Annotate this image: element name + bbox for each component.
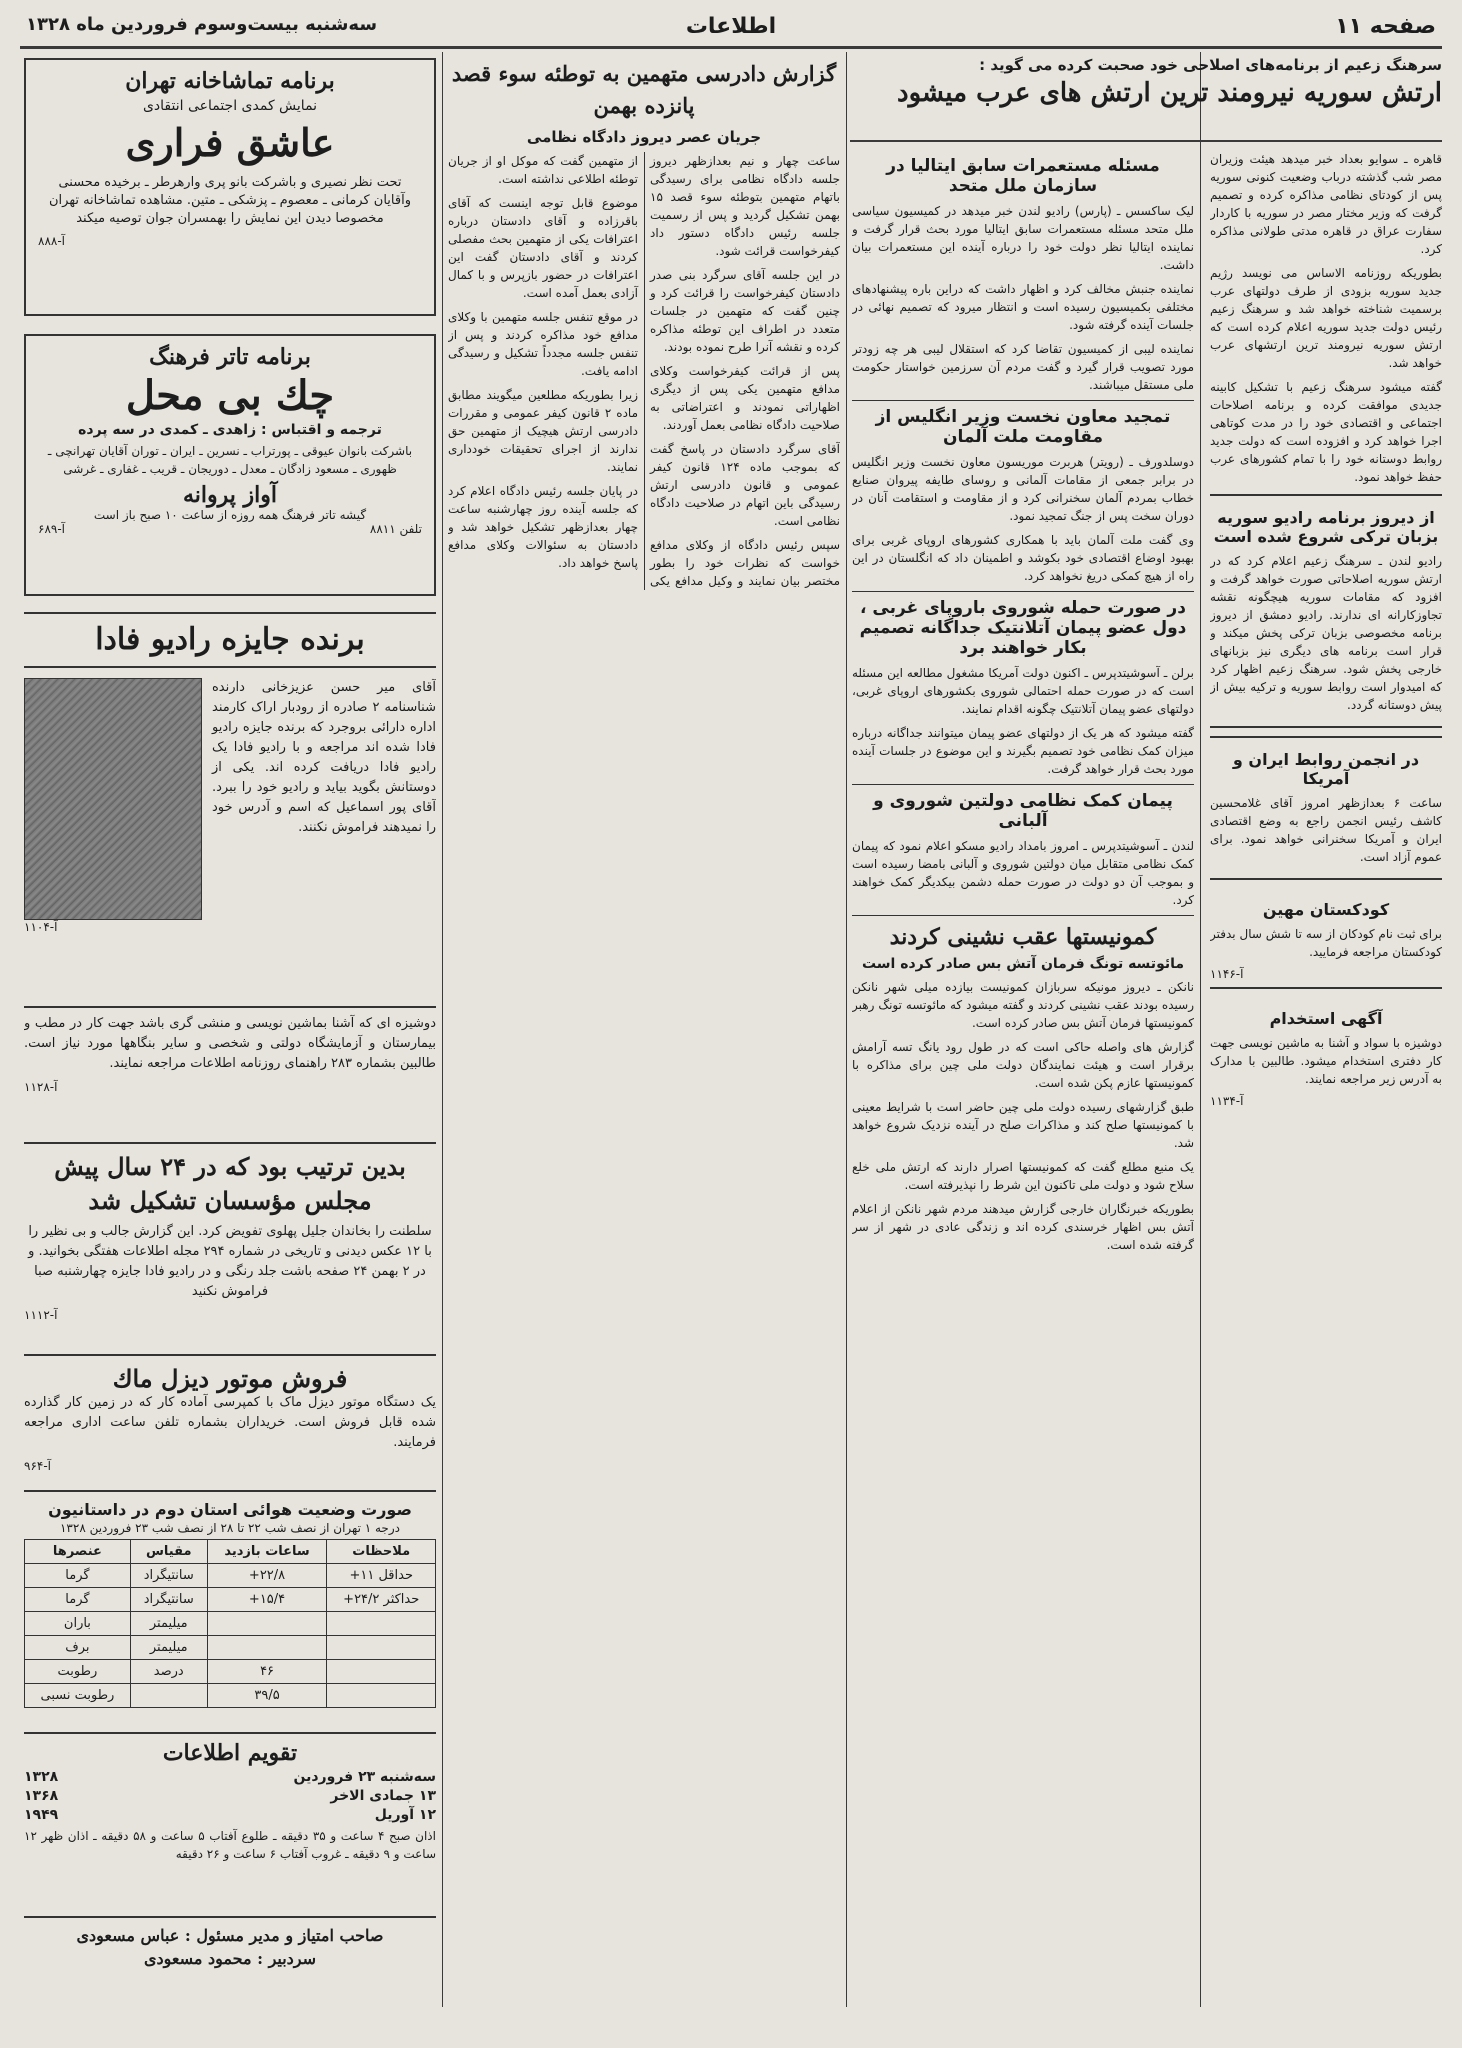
ad-code: آ-۹۶۴: [24, 1459, 52, 1473]
theater-footer: [38, 522, 422, 536]
article-paragraph: نانکن ـ دیروز مونیکه سربازان کمونیست بیازده میلی شهر نانکن رسیده بودند عقب نشینی کردند و گفته میشود که مائوتسه تونگ رهبر کمونیستها فرمان آتش بس صادر کرده است.: [852, 980, 1194, 1030]
soviet-albania-title: پیمان کمک نظامی دولتین شوروی و آلبانی: [852, 784, 1194, 831]
kindergarten-body: برای ثبت نام کودکان از سه تا شش سال بدفتر کودکستان مراجعه فرمایید.: [1210, 927, 1442, 959]
table-cell: حداقل ۱۱+: [327, 1564, 436, 1588]
table-cell: میلیمتر: [130, 1612, 207, 1636]
iran-america-body: ساعت ۶ بعدازظهر امروز آقای غلامحسین کاشف رئیس انجمن راجع به وضع اقتصادی ایران و آمریکا سخنرانی خواهد نمود. برای عموم آزاد است.: [1210, 796, 1442, 864]
theater-ad-title: برنامه تاتر فرهنگ: [149, 344, 311, 370]
calendar-row: [24, 1807, 436, 1823]
article-paragraph: سپس رئیس دادگاه از وکلای مدافع خواست که نظرات خود را بطور مختصر بیان نمایند و وکیل مدافع یکی از متهمین گفت که موکل او از جریان توطئه اطلاعی نداشته است.: [448, 154, 840, 588]
right-column: [1210, 150, 1442, 2000]
calendar-label: ۱۲ آوریل: [374, 1807, 436, 1823]
diesel-sale-ad: [24, 1364, 436, 1484]
weather-report: [24, 1490, 436, 1726]
table-cell: [207, 1636, 327, 1660]
weather-subtitle: درجه ۱ تهران از نصف شب ۲۲ تا ۲۸ از نصف شب ۲۳ فروردین ۱۳۲۸: [59, 1521, 400, 1535]
table-cell: رطوبت نسبی: [25, 1684, 131, 1708]
issue-date: سه‌شنبه بیست‌وسوم فروردین ماه ۱۳۲۸: [26, 14, 378, 35]
theater-box-office: گیشه تاتر فرهنگ همه روزه از ساعت ۱۰ صبح باز است: [93, 508, 367, 522]
table-cell: سانتیگراد: [130, 1588, 207, 1612]
theater-ad-subtitle: نمایش کمدی اجتماعی انتقادی: [142, 98, 318, 114]
farhang-theater-ad: [24, 334, 436, 596]
newspaper-name: اطلاعات: [685, 14, 777, 39]
article-paragraph: زیرا بطوریکه مطلعین میگویند مطابق ماده ۲ قانون کیفر عمومی و مقررات دادرسی ارتش هیچیک از متهمین حق ندارند از اجرای تحقیقات خودداری نمایند.: [448, 388, 638, 474]
table-row: [25, 1636, 436, 1660]
column-divider: [442, 52, 443, 2007]
radio-syria-box: [1210, 494, 1442, 728]
ad-code: آ-۱۱۰۴: [24, 920, 58, 934]
column-header: مقیاس: [130, 1540, 207, 1564]
theater-song: آواز پروانه: [182, 482, 278, 508]
article-paragraph: ساعت چهار و نیم بعدازظهر دیروز جلسه دادگاه نظامی برای رسیدگی باتهام متهمین بتوطئه سوء قصد ۱۵ بهمن تشکیل گردید و پس از رسمیت جلسه رئیس دادگاه دستور داد کیفرخواست قرائت شود.: [650, 154, 840, 258]
article-paragraph: گفته میشود سرهنگ زعیم با تشکیل کابینه جدیدی موافقت کرده و برنامه اصلاحات اجتماعی و اقتصادی خود را در مدت کوتاهی اجرا خواهد کرد و افزوده است که دولت جدید روابط دوستانه خود را با تمام کشورهای عرب حفظ خواهد نمود.: [1210, 380, 1442, 484]
article-paragraph: طبق گزارشهای رسیده دولت ملی چین حاضر است با شرایط معینی با کمونیستها صلح کند و مذاکرات صلح در آینده نزدیک شروع خواهد شد.: [852, 1100, 1194, 1150]
germany-praise-title: تمجید معاون نخست وزیر انگلیس از مقاومت ملت آلمان: [852, 400, 1194, 447]
article-paragraph: در این جلسه آقای سرگرد بنی صدر دادستان کیفرخواست را قرائت کرد و چنین گفت که متهمین در جلسات متعدد در اطراف این توطئه مذاکره کرده و نقشه آنرا طرح نموده بودند.: [650, 268, 840, 354]
calendar-title: تقویم اطلاعات: [162, 1740, 298, 1766]
table-cell: گرما: [25, 1564, 131, 1588]
communists-retreat-sub: مائوتسه تونگ فرمان آتش بس صادر کرده است: [861, 956, 1185, 972]
article-paragraph: وی گفت ملت آلمان باید با همکاری کشورهای اروپای غربی برای بهبود اوضاع اقتصادی خود بکوشد و اطمینان داد که انگلستان در این راه از هیچ کمکی دریغ نخواهد کرد.: [852, 533, 1194, 583]
table-cell: ۴۶: [207, 1660, 327, 1684]
ad-code: آ-۸۸۸: [38, 234, 66, 248]
table-cell: میلیمتر: [130, 1636, 207, 1660]
assembly-history-ad: [24, 1142, 436, 1356]
table-cell: ۲۲/۸+: [207, 1564, 327, 1588]
ad-code: آ-۱۱۳۴: [1210, 1094, 1244, 1108]
employment-body: دوشیزه با سواد و آشنا به ماشین نویسی جهت کار دفتری استخدام میشود. طالبین با مدارک به آدرس زیر مراجعه نمایند.: [1210, 1036, 1442, 1086]
syria-intro: سرهنگ زعیم از برنامه‌های اصلاحی خود صحبت کرده می گوید :: [979, 56, 1442, 74]
theater-translation: ترجمه و اقتباس : زاهدی ـ کمدی در سه پرده: [78, 422, 382, 438]
article-paragraph: قاهره ـ سوایو بعداد خبر میدهد هیئت وزیران مصر شب گذشته درباب وضعیت کنونی سوریه پس از کودتای نظامی مذاکره کرده و تصمیم گرفت که وزیر مختار مصر در سوریه با کاردار سفارت عراق در قاهره مدتی طولانی مذاکره کرد.: [1210, 152, 1442, 256]
table-cell: حداکثر ۲۴/۲+: [327, 1588, 436, 1612]
ad-code: آ-۱۱۴۶: [1210, 967, 1244, 981]
table-cell: درصد: [130, 1660, 207, 1684]
radio-prize-block: [24, 612, 436, 1002]
article-paragraph: نماینده جنبش مخالف کرد و اظهار داشت که دراین باره پیشنهادهای مختلفی بکمیسیون رسیده است و انتظار میرود که تصمیم نهائی در جلسات آینده گرفته شود.: [852, 282, 1194, 332]
ad-code: آ-۶۸۹: [38, 522, 66, 536]
syria-headline-block: [836, 56, 1442, 108]
winner-photo: [24, 678, 202, 920]
table-row: [25, 1660, 436, 1684]
article-paragraph: گزارش های واصله حاکی است که در طول رود یانگ تسه آرامش برقرار است و هیئت نمایندگان دولت ملی چین برای مذاکره با کمونیستها عازم پکن شده است.: [852, 1040, 1194, 1090]
weather-table: [24, 1539, 436, 1708]
trial-body: [448, 152, 840, 590]
table-cell: [207, 1612, 327, 1636]
table-row: [25, 1588, 436, 1612]
table-cell: [327, 1660, 436, 1684]
theater-play-name: عاشق فراری: [125, 120, 335, 165]
header-rule: [20, 46, 1442, 49]
table-cell: برف: [25, 1636, 131, 1660]
table-cell: رطوبت: [25, 1660, 131, 1684]
tehran-theater-ad: [24, 58, 436, 316]
article-paragraph: پس از قرائت کیفرخواست وکلای مدافع متهمین یکی پس از دیگری اظهاراتی نمودند و اعتراضاتی به صلاحیت دادگاه نظامی بعمل آوردند.: [650, 364, 840, 432]
calendar-year: ۱۹۴۹: [24, 1807, 59, 1823]
article-paragraph: بطوریکه روزنامه الاساس می نویسد رژیم جدید سوریه بزودی از طرف دولتهای عرب برسمیت شناخته خواهد شد و سرهنگ زعیم رئیس دولت جدید سوریه اعلام کرده است که ارتش سوریه نیرومند ترین ارتشهای عرب خواهد شد.: [1210, 266, 1442, 370]
diesel-sale-body: یک دستگاه موتور دیزل ماک با کمپرسی آماده کار که در زمین کار گذارده شده قابل فروش است. خریداران بشماره تلفن ساعت اداری مراجعه فرمایند.: [24, 1395, 436, 1450]
ad-code: آ-۱۱۱۲: [24, 1308, 58, 1322]
column-divider: [1200, 52, 1201, 2007]
middle-right-column: [852, 150, 1194, 2000]
calendar-row: [24, 1788, 436, 1804]
calendar-label: ۱۳ جمادی الاخر: [330, 1788, 436, 1804]
theater-play-name: چك بی محل: [125, 372, 335, 419]
article-paragraph: لیک ساکسس ـ (پارس) رادیو لندن خبر میدهد در کمیسیون سیاسی ملل متحد مسئله مستعمرات سابق ایتالیا مورد بحث قرار گرفت و نماینده ایتالیا نظر دولت خود را درباره آینده این مستعمرات بیان داشت.: [852, 204, 1194, 272]
column-header: ساعات بازدید: [207, 1540, 327, 1564]
calendar-label: سه‌شنبه ۲۳ فروردین: [293, 1769, 436, 1785]
radio-prize-title: برنده جایزه رادیو فادا: [24, 612, 436, 668]
table-cell: ۱۵/۴+: [207, 1588, 327, 1612]
prayer-times: اذان صبح ۴ ساعت و ۳۵ دقیقه ـ طلوع آفتاب ۵ ساعت و ۵۸ دقیقه ـ اذان ظهر ۱۲ ساعت و ۹ دقیقه ـ غروب آفتاب ۶ ساعت و ۲۶ دقیقه: [24, 1829, 436, 1861]
calendar-year: ۱۳۶۸: [24, 1788, 59, 1804]
article-paragraph: یک منبع مطلع گفت که کمونیستها اصرار دارند که ارتش ملی خلع سلاح شود و دولت ملی تاکنون این شرط را نپذیرفته است.: [852, 1160, 1194, 1192]
table-row: [25, 1612, 436, 1636]
article-paragraph: گفته میشود که هر یک از دولتهای عضو پیمان میتوانند جداگانه درباره میزان کمک نظامی خود تصمیم بگیرند و این موضوع در جلسات آینده مورد بحث قرار خواهد گرفت.: [852, 726, 1194, 776]
table-cell: سانتیگراد: [130, 1564, 207, 1588]
italy-colonies-title: مسئله مستعمرات سابق ایتالیا در سازمان ملل متحد: [886, 156, 1160, 196]
radio-prize-body: آقای میر حسن عزیزخانی دارنده شناسنامه ۲ صادره از رودبار اراک کارمند اداره دارائی بروجرد که برنده جایزه رادیو فادا شده اند مراجعه و با رادیو فادا یک رادیو فادا دریافت کرده اند. یکی از دوستانش بگوید بیاید و رادیو خود را ببرد. آقای پور اسماعیل که اسم و آدرس خود را نمیدهند فراموش نکنند.: [212, 680, 436, 835]
table-cell: باران: [25, 1612, 131, 1636]
syria-headline: ارتش سوریه نیرومند ترین ارتش های عرب میشود: [897, 78, 1442, 108]
kindergarten-title: کودکستان مهین: [1262, 900, 1390, 919]
owner-line: صاحب امتیاز و مدیر مسئول : عباس مسعودی: [76, 1926, 384, 1945]
kindergarten-ad: [1210, 888, 1442, 989]
article-paragraph: موضوع قابل توجه اینست که آقای باقرزاده و آقای دادستان درباره اعترافات یکی از متهمین بحث مفصلی کردند و آقای دادستان گفت این اعترافات در حضور بازپرس و با کمال آزادی بعمل آمده است.: [448, 196, 638, 300]
secretary-notice: [24, 1006, 436, 1136]
column-header: عنصرها: [25, 1540, 131, 1564]
ad-code: آ-۱۱۲۸: [24, 1080, 58, 1094]
page-number: صفحه ۱۱: [1335, 14, 1436, 39]
employment-title: آگهی استخدام: [1269, 1009, 1383, 1028]
article-paragraph: بطوریکه خبرنگاران خارجی گزارش میدهند مردم شهر نانکن از اعلام آتش بس اظهار خرسندی کرده اند و زندگی عادی در شهر از سر گرفته شده است.: [852, 1202, 1194, 1252]
theater-ad-title: برنامه تماشاخانه تهران: [125, 68, 335, 94]
table-row: [25, 1684, 436, 1708]
table-cell: [327, 1612, 436, 1636]
employment-ad: [1210, 997, 1442, 1114]
table-cell: [130, 1684, 207, 1708]
diesel-sale-title: فروش موتور دیزل ماك: [112, 1364, 348, 1393]
article-paragraph: در پایان جلسه رئیس دادگاه اعلام کرد که جلسه آینده روز چهارشنبه ساعت چهار بعدازظهر تشکیل خواهد شد و دادستان به سئوالات وکلای مدافع پاسخ خواهد داد.: [448, 484, 638, 570]
article-paragraph: نماینده لیبی از کمیسیون تقاضا کرد که استقلال لیبی هر چه زودتر مورد تصویب قرار گیرد و گفت مردم آن سرزمین خواستار حکومت ملی مستقل میباشند.: [852, 342, 1194, 392]
trial-subheadline: جریان عصر دیروز دادگاه نظامی: [526, 128, 762, 146]
iran-america-box: [1210, 736, 1442, 880]
secretary-notice-body: دوشیزه ای که آشنا بماشین نویسی و منشی گری باشد جهت کار در مطب و بیمارستان و آزمایشگاه دولتی و شخصی و سایر بنگاهها مورد نیاز است. طالبین بشماره ۲۸۳ راهنمای روزنامه اطلاعات مراجعه نمایند.: [24, 1016, 436, 1071]
article-paragraph: لندن ـ آسوشیتدپرس ـ امروز بامداد رادیو مسکو اعلام نمود که پیمان کمک نظامی متقابل میان دولتین شوروی و آلبانی بامضا رسیده است و بموجب آن دو دولت در صورت حمله دشمن بیکدیگر کمک خواهند کرد.: [852, 839, 1194, 907]
table-header-row: [25, 1540, 436, 1564]
article-paragraph: آقای سرگرد دادستان در پاسخ گفت که بموجب ماده ۱۲۴ قانون کیفر عمومی و قانون دادرسی ارتش رسیدگی باین اتهام در صلاحیت دادگاه نظامی است.: [650, 442, 840, 528]
calendar-year: ۱۳۲۸: [24, 1769, 59, 1785]
radio-syria-title: از دیروز برنامه رادیو سوریه بزبان ترکی شروع شده است: [1213, 508, 1439, 546]
middle-left-column: [448, 58, 840, 2000]
table-cell: ۳۹/۵: [207, 1684, 327, 1708]
trial-headline: گزارش دادرسی متهمین به توطئه سوء قصد پانزده بهمن: [451, 61, 837, 118]
iran-america-title: در انجمن روابط ایران و آمریکا: [1232, 750, 1420, 788]
table-cell: [327, 1636, 436, 1660]
headline-rule: [850, 140, 1442, 142]
radio-prize-content: [24, 678, 436, 920]
table-row: [25, 1564, 436, 1588]
calendar-block: [24, 1732, 436, 1908]
assembly-history-title: بدین ترتیب بود که در ۲۴ سال پیش مجلس مؤسسان تشکیل شد: [54, 1152, 406, 1215]
radio-syria-body: رادیو لندن ـ سرهنگ زعیم اعلام کرد که در ارتش سوریه اصلاحاتی صورت خواهد گرفت و افزود که مقامات سوریه هیچگونه نقشه تجاوزکارانه ای ندارند. رادیو دمشق از دیروز برنامه مخصوصی بزبان ترکی پخش میکند و قرار است برنامه های دیگری نیز بزبانهای خارجی پخش شود. سرهنگ زعیم اظهار کرد که امیدوار است روابط سوریه و ترکیه بیش از پیش دوستانه گردد.: [1210, 554, 1442, 712]
editor-line: سردبیر : محمود مسعودی: [143, 1949, 317, 1968]
article-paragraph: در موقع تنفس جلسه متهمین با وکلای مدافع خود مذاکره کردند و پس از تنفس جلسه مجدداً تشکیل و رسیدگی ادامه یافت.: [448, 310, 638, 378]
column-header: ملاحظات: [327, 1540, 436, 1564]
theater-phone: تلفن ۸۸۱۱: [369, 522, 422, 536]
calendar-row: [24, 1769, 436, 1785]
column-divider: [846, 52, 847, 2007]
theater-ad-description: تحت نظر نصیری و باشرکت بانو پری وارهرطر ـ برخیده محسنی وآقایان کرمانی ـ معصوم ـ پزشکی ـ متین. مشاهده تماشاخانه تهران مخصوصا دیدن این نمایش را بهمسران جوان توصیه میکند: [49, 175, 411, 226]
atlantic-pact-title: در صورت حمله شوروی باروپای غربی ، دول عضو پیمان آتلانتیک جداگانه تصمیم بکار خواهند برد: [852, 591, 1194, 658]
table-cell: [327, 1684, 436, 1708]
assembly-history-body: سلطنت را بخاندان جلیل پهلوی تفویض کرد. این گزارش جالب و بی نظیر را با ۱۲ عکس دیدنی و تاریخی در شماره ۲۹۴ مجله اطلاعات هفتگی بخوانید. و در ۲ بهمن ۲۴ صفحه باشت جلد رنگی و در رادیو فادا جایزه چهارشنبه صبا فراموش نکنید: [28, 1224, 432, 1299]
masthead-footer: [24, 1916, 436, 2006]
article-paragraph: برلن ـ آسوشیتدپرس ـ اکنون دولت آمریکا مشغول مطالعه این مسئله است که در صورت حمله احتمالی شوروی بکشورهای اروپای غربی، دولتهای عضو پیمان آتلانتیک چگونه اقدام نمایند.: [852, 666, 1194, 716]
theater-cast: باشرکت بانوان عیوقی ـ پورتراب ـ نسرین ـ ایران ـ توران آقایان تهرانچی ـ ظهوری ـ مسعود زادگان ـ معدل ـ دوریجان ـ قریب ـ غفاری ـ غرشی: [47, 444, 413, 476]
article-paragraph: دوسلدورف ـ (رویتر) هربرت موریسون معاون نخست وزیر انگلیس در برابر جمعی از مقامات آلمانی و روسای طایفه پیروان صنایع خطاب بمردم آلمان سخنرانی کرد و از مقاومت و استقامت آنان در دوران سخت پس از جنگ تمجید نمود.: [852, 455, 1194, 523]
weather-title: صورت وضعیت هوائی استان دوم در داستانیون: [48, 1500, 412, 1519]
communists-retreat-title: کمونیستها عقب نشینی کردند: [852, 915, 1194, 950]
table-cell: گرما: [25, 1588, 131, 1612]
